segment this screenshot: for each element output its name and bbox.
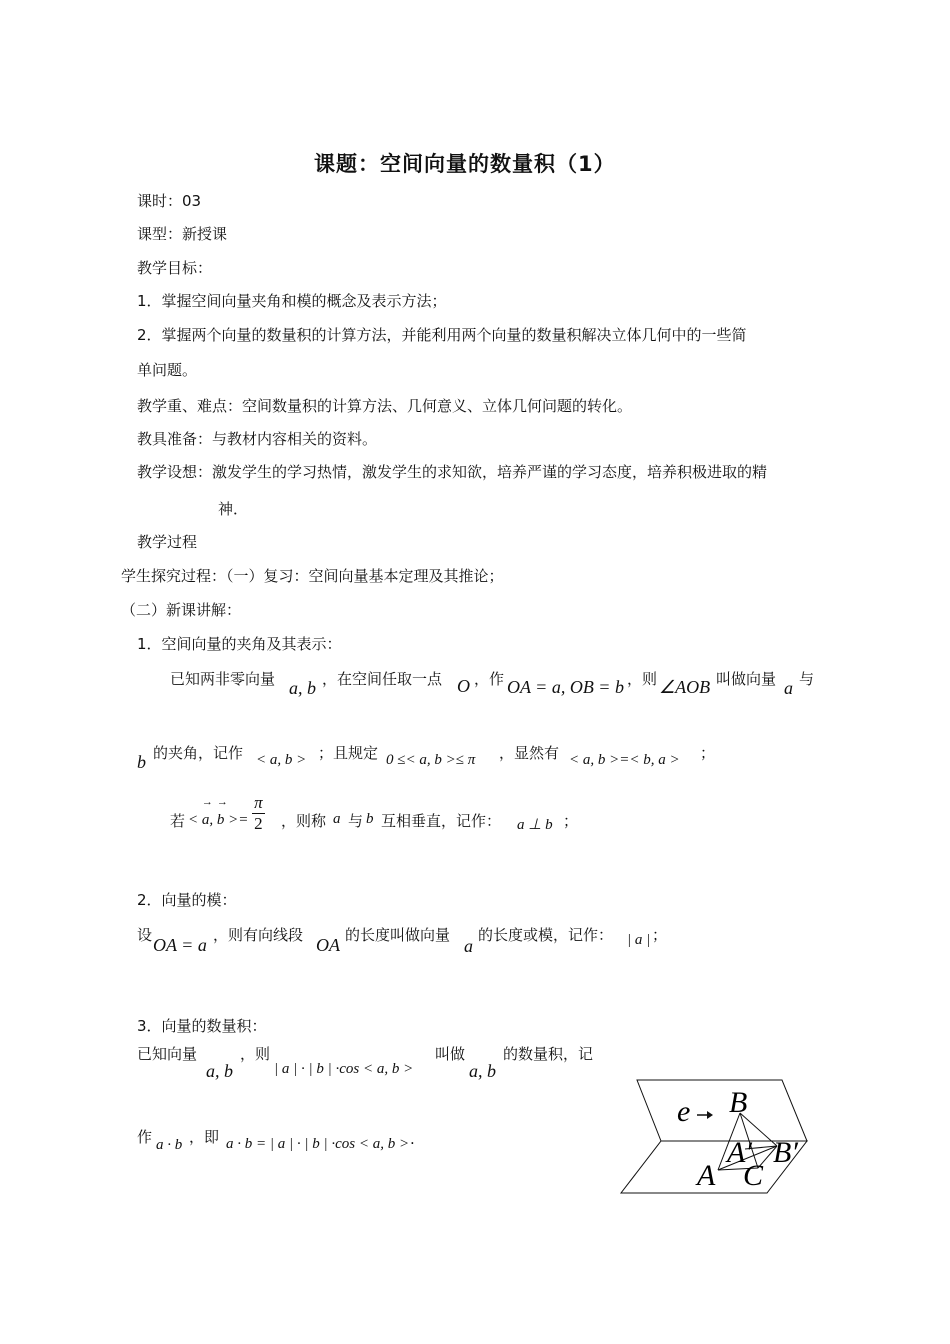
page-title: 课题：空间向量的数量积（1） bbox=[314, 152, 616, 176]
label-B: B bbox=[729, 1086, 748, 1119]
s2-math: OA bbox=[316, 935, 340, 955]
s3-text: ，即 bbox=[189, 1128, 220, 1146]
s1-text: ，则称 bbox=[281, 812, 327, 830]
s1-text: 已知两非零向量 bbox=[170, 670, 276, 688]
s1-math: b bbox=[137, 752, 146, 772]
s1-math: b bbox=[366, 811, 374, 827]
projection-figure bbox=[615, 1075, 815, 1197]
s1-text: ，则 bbox=[627, 670, 658, 688]
s3-text: 作 bbox=[137, 1128, 153, 1146]
s1-math: O bbox=[457, 676, 470, 696]
vector-b bbox=[216, 795, 228, 829]
s2-math: OA = a bbox=[153, 935, 207, 955]
s1-text: ，在空间任取一点 bbox=[322, 670, 443, 688]
goal-2-line1: 2．掌握两个向量的数量积的计算方法，并能利用两个向量的数量积解决立体几何中的一些简 bbox=[137, 326, 747, 344]
s3-text: 叫做 bbox=[435, 1045, 466, 1063]
s3-text: 的数量积，记 bbox=[503, 1045, 594, 1063]
teaching-idea-line2: 神． bbox=[218, 500, 249, 518]
s1-math: a, b bbox=[289, 678, 316, 698]
label-A-prime: A′ bbox=[727, 1136, 752, 1169]
s2-text: 的长度或模，记作： bbox=[478, 926, 614, 944]
s3-math: | a | · | b | ·cos < a, b > bbox=[274, 1061, 414, 1077]
key-points: 教学重、难点：空间数量积的计算方法、几何意义、立体几何问题的转化。 bbox=[137, 397, 633, 415]
s1-text: 若 bbox=[170, 812, 186, 830]
s1-math: a ⊥ b bbox=[517, 817, 553, 833]
s2-math: a bbox=[464, 936, 473, 956]
s1-math: < bbox=[188, 811, 199, 828]
s2-text: 的长度叫做向量 bbox=[345, 926, 451, 944]
label-A: A bbox=[697, 1159, 716, 1192]
section1-heading: 1．空间向量的夹角及其表示： bbox=[137, 635, 342, 653]
s3-text: . bbox=[410, 1130, 415, 1148]
vector-a bbox=[201, 795, 213, 829]
s1-math: , bbox=[209, 811, 214, 828]
s1-text: 与 bbox=[348, 812, 364, 830]
materials: 教具准备：与教材内容相关的资料。 bbox=[137, 430, 378, 448]
s1-text: ； bbox=[563, 812, 579, 830]
s2-math: | a | bbox=[627, 932, 651, 948]
s3-math: a, b bbox=[469, 1061, 496, 1081]
s1-math: ∠AOB bbox=[659, 677, 711, 697]
fraction-pi-over-2 bbox=[252, 793, 265, 834]
s2-text: ； bbox=[652, 926, 668, 944]
s1-text: ，显然有 bbox=[499, 744, 560, 762]
s1-text: 互相垂直，记作： bbox=[381, 812, 502, 830]
s3-math: a · b bbox=[156, 1137, 183, 1153]
s1-text: ，作 bbox=[474, 670, 505, 688]
label-C: C bbox=[743, 1159, 764, 1192]
s1-text: 与 bbox=[799, 670, 815, 688]
s3-text: ，则 bbox=[240, 1045, 271, 1063]
s1-math: < a, b >=< b, a > bbox=[569, 752, 680, 768]
s1-math: >= bbox=[228, 811, 249, 828]
s1-text: ；且规定 bbox=[318, 744, 379, 762]
goal-1: 1．掌握空间向量夹角和模的概念及表示方法； bbox=[137, 292, 447, 310]
goal-2-line2: 单问题。 bbox=[137, 361, 198, 379]
s1-text: 的夹角，记作 bbox=[153, 744, 244, 762]
s1-math: a bbox=[333, 811, 341, 827]
process-heading: 教学过程 bbox=[137, 533, 198, 551]
section3-heading: 3．向量的数量积： bbox=[137, 1017, 267, 1035]
s1-text: 叫做向量 bbox=[716, 670, 777, 688]
lesson-type: 课型：新授课 bbox=[137, 225, 228, 243]
s3-text: 已知向量 bbox=[137, 1045, 198, 1063]
goals-heading: 教学目标： bbox=[137, 259, 213, 277]
vector-arrow: → bbox=[216, 795, 228, 808]
s1-math: < a, b > bbox=[256, 752, 307, 768]
s3-math: a, b bbox=[206, 1061, 233, 1081]
explore-line: 学生探究过程：（一）复习：空间向量基本定理及其推论； bbox=[121, 567, 504, 585]
s2-text: ，则有向线段 bbox=[213, 926, 304, 944]
s1-math: 0 ≤< a, b >≤ π bbox=[386, 752, 476, 768]
perpendicular-condition bbox=[188, 793, 265, 834]
vector-e-arrowhead bbox=[707, 1111, 713, 1119]
section2-heading: 2．向量的模： bbox=[137, 891, 237, 909]
s2-text: 设 bbox=[137, 926, 153, 944]
lesson-period: 课时：03 bbox=[137, 192, 202, 210]
upper-plane bbox=[637, 1080, 807, 1141]
s1-math: a bbox=[784, 678, 793, 698]
s1-math: OA = a, OB = b bbox=[507, 677, 624, 697]
teaching-idea-line1: 教学设想：激发学生的学习热情，激发学生的求知欲，培养严谨的学习态度，培养积极进取的精 bbox=[137, 463, 768, 481]
fraction-numerator: π bbox=[254, 793, 263, 812]
s1-math: b bbox=[216, 811, 225, 828]
vector-arrow: → bbox=[201, 795, 213, 808]
fraction-denominator: 2 bbox=[254, 814, 263, 833]
s1-math: a bbox=[201, 811, 210, 828]
new-lesson-heading: （二）新课讲解： bbox=[121, 601, 242, 619]
s3-math: a · b = | a | · | b | ·cos < a, b > bbox=[226, 1136, 410, 1152]
label-B-prime: B′ bbox=[773, 1136, 798, 1169]
s1-text: ； bbox=[700, 744, 716, 762]
label-e: e bbox=[677, 1095, 691, 1128]
